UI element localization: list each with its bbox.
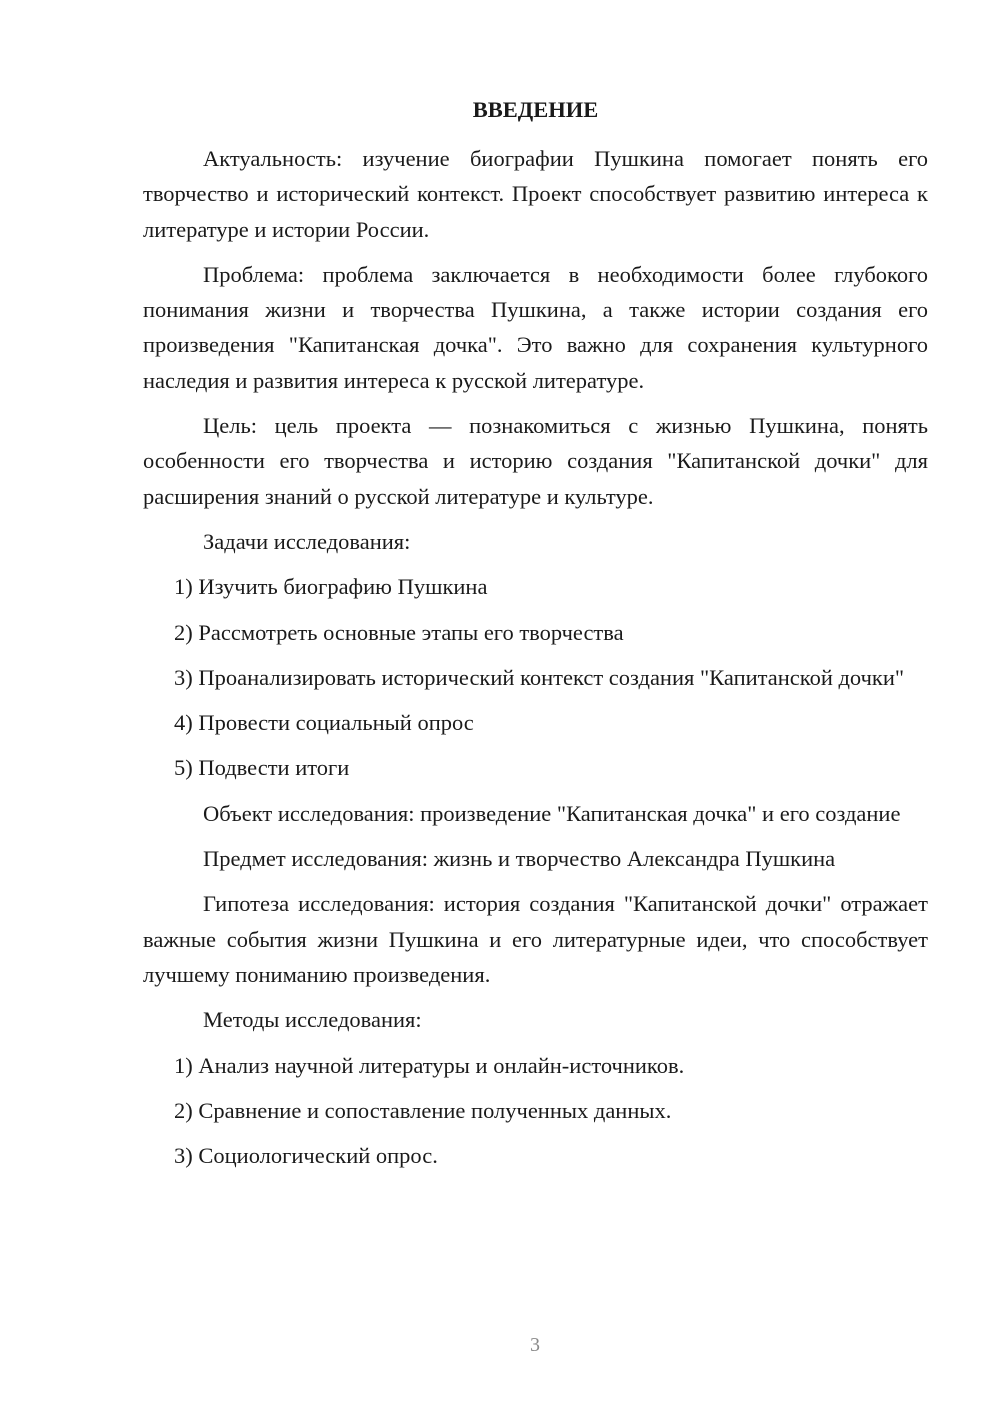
problem-paragraph: Проблема: проблема заключается в необходимости более глубокого понимания жизни и творчества Пушкина, а также истории создания его произведения "Капитанская дочка". Это важно для сохранения культурного наследия и развития интереса к русской литературе. (143, 261, 928, 393)
object-paragraph: Объект исследования: произведение "Капитанская дочка" и его создание (203, 800, 901, 826)
methods-heading: Методы исследования: (203, 1007, 422, 1033)
page-number: 3 (530, 1334, 540, 1356)
task-item: 3) Проанализировать исторический контекст создания "Капитанской дочки" (174, 664, 905, 690)
hypothesis-paragraph: Гипотеза исследования: история создания "Капитанской дочки" отражает важные события жизни Пушкина и его литературные идеи, что способствует лучшему пониманию произведения. (143, 891, 928, 987)
tasks-heading: Задачи исследования: (203, 528, 411, 554)
subject-paragraph: Предмет исследования: жизнь и творчество Александра Пушкина (203, 846, 836, 872)
relevance-paragraph: Актуальность: изучение биографии Пушкина помогает понять его творчество и исторический контекст. Проект способствует развитию интереса к литературе и истории России. (143, 146, 928, 242)
document-page (143, 92, 928, 1183)
method-item: 1) Анализ научной литературы и онлайн-источников. (174, 1052, 685, 1078)
task-item: 4) Провести социальный опрос (174, 710, 474, 736)
section-title: ВВЕДЕНИЕ (472, 97, 599, 122)
goal-paragraph: Цель: цель проекта — познакомиться с жизнью Пушкина, понять особенности его творчества и историю создания "Капитанской дочки" для расширения знаний о русской литературе и культуре. (143, 413, 928, 509)
method-item: 2) Сравнение и сопоставление полученных данных. (174, 1097, 672, 1123)
task-item: 5) Подвести итоги (174, 755, 350, 781)
method-item: 3) Социологический опрос. (174, 1143, 438, 1169)
task-item: 2) Рассмотреть основные этапы его творчества (174, 619, 624, 645)
task-item: 1) Изучить биографию Пушкина (174, 574, 488, 600)
